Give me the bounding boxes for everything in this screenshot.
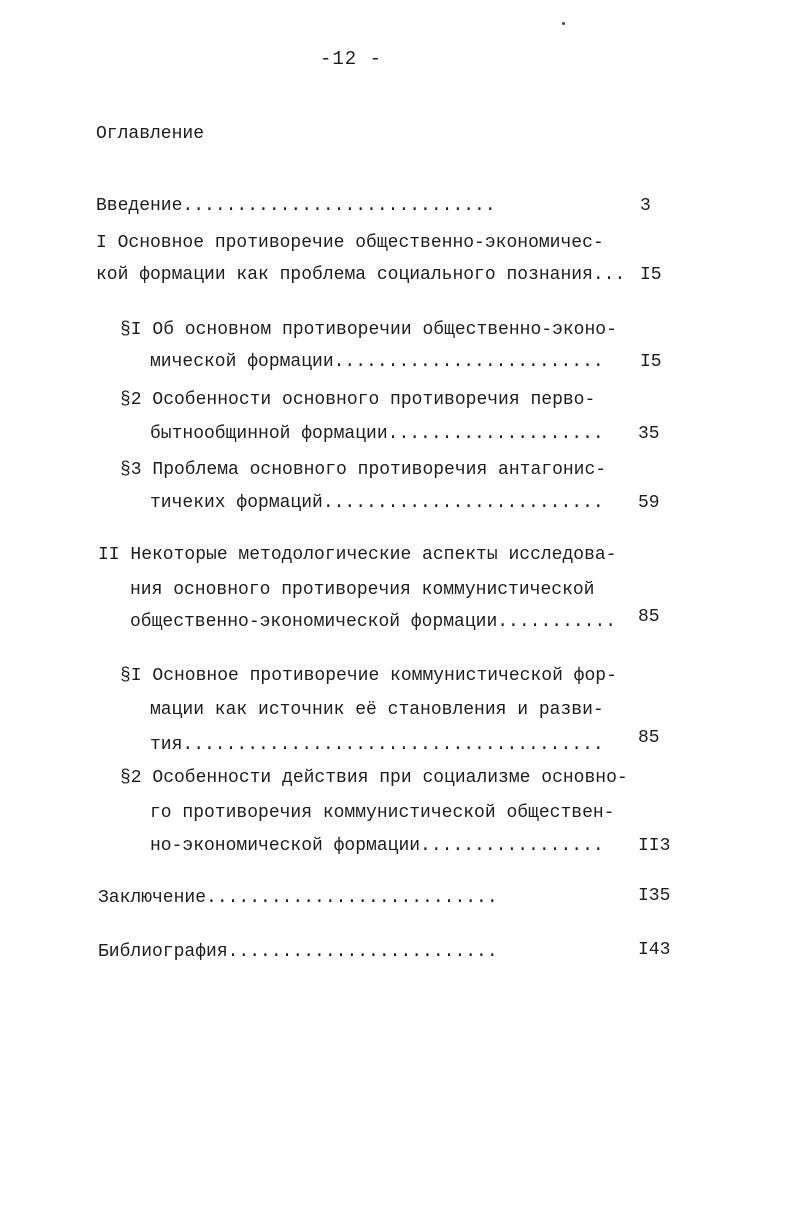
page-number: -12 -	[320, 48, 383, 70]
toc-chapter-2-line-2: ния основного противоречия коммунистической	[130, 580, 595, 600]
toc-section-2-2-line-2: го противоречия коммунистической обществен-	[150, 803, 615, 823]
toc-section-2-2-line-1: §2 Особенности действия при социализме основно-	[120, 768, 628, 788]
toc-chapter-1-line-1: I Основное противоречие общественно-экономичес-	[96, 233, 604, 253]
toc-page-chapter-1: I5	[640, 265, 662, 285]
toc-entry-conclusion: Заключение...........................	[98, 888, 498, 908]
toc-page-chapter-2: 85	[638, 607, 660, 627]
toc-page-introduction: 3	[640, 196, 651, 216]
toc-section-1-1-line-2: мической формации.........................	[150, 352, 604, 372]
toc-chapter-1-line-2: кой формации как проблема социального познания...	[96, 265, 626, 285]
toc-chapter-2-line-3: общественно-экономической формации...........	[130, 612, 617, 632]
toc-page-section-1-2: 35	[638, 424, 660, 444]
toc-section-1-3-line-2: тичеких формаций..........................	[150, 493, 604, 513]
toc-page-bibliography: I43	[638, 940, 671, 960]
toc-page-conclusion: I35	[638, 886, 671, 906]
toc-section-1-2-line-1: §2 Особенности основного противоречия перво-	[120, 390, 596, 410]
ink-speck	[562, 22, 565, 25]
toc-entry-bibliography: Библиография.........................	[98, 942, 498, 962]
toc-page-section-2-1: 85	[638, 728, 660, 748]
toc-section-1-1-line-1: §I Об основном противоречии общественно-эконо-	[120, 320, 617, 340]
toc-page-section-1-3: 59	[638, 493, 660, 513]
toc-entry-introduction: Введение.............................	[96, 196, 496, 216]
toc-heading: Оглавление	[96, 124, 205, 144]
toc-section-2-2-line-3: но-экономической формации.................	[150, 836, 604, 856]
toc-section-1-3-line-1: §3 Проблема основного противоречия антагонис-	[120, 460, 607, 480]
toc-chapter-2-line-1: II Некоторые методологические аспекты исследова-	[98, 545, 617, 565]
toc-section-2-1-line-2: мации как источник её становления и разви-	[150, 700, 604, 720]
toc-page-section-2-2: II3	[638, 836, 671, 856]
toc-section-2-1-line-1: §I Основное противоречие коммунистической фор-	[120, 666, 617, 686]
toc-section-2-1-line-3: тия.......................................	[150, 735, 604, 755]
toc-page-section-1-1: I5	[640, 352, 662, 372]
toc-section-1-2-line-2: бытнообщинной формации....................	[150, 424, 604, 444]
